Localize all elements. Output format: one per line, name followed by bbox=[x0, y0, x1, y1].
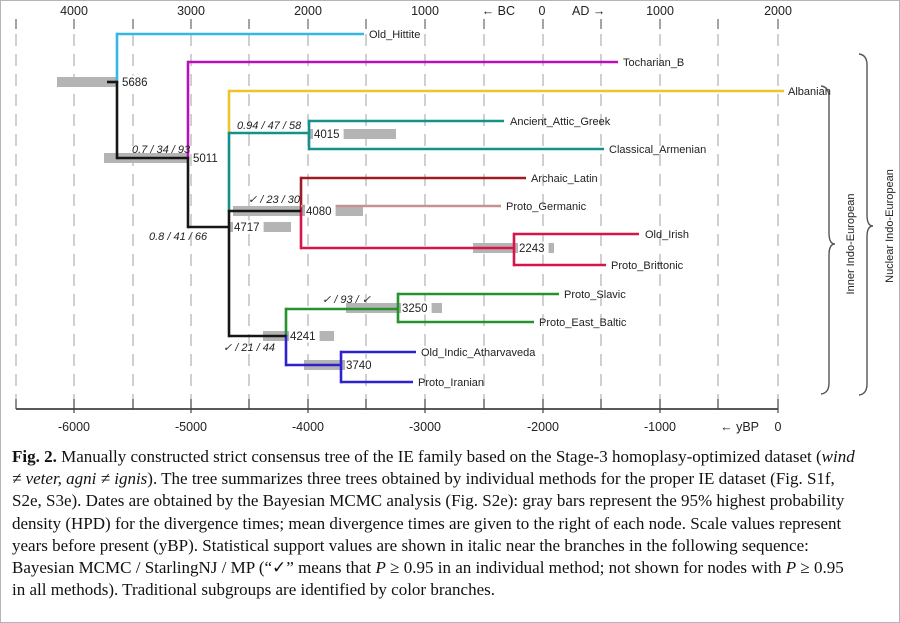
caption-segment: ). The tree summarizes three trees obtained by individual methods for the proper IE dataset (Fig. S1f, S2e, S3e). Dates are obtained by the Bayesian MCMC analysis (Fig. S2e): gray bars represent the 95% highest probability density (HPD) for the divergence times; mean divergence times are given to the right of each node. Scale values represent years before present (yBP). Statistical support values are shown in italic near the branches in the following sequence: Bayesian MCMC / StarlingNJ / MP (“✓” means that bbox=[12, 469, 845, 578]
tip-label: Proto_Brittonic bbox=[611, 260, 684, 272]
top-axis-label: 4000 bbox=[60, 4, 88, 18]
caption-segment: Manually constructed strict consensus tree of the IE family based on the Stage-3 homoplasy-optimized dataset ( bbox=[56, 447, 822, 466]
support-label: 0.94 / 47 / 58 bbox=[237, 120, 302, 132]
clade-bracket bbox=[821, 86, 835, 394]
tip-label: Old_Hittite bbox=[369, 29, 421, 41]
caption-segment: ≥ 0.95 in all methods). Traditional subgroups are identified by color branches. bbox=[12, 558, 844, 600]
node-date-label: 4717 bbox=[234, 222, 260, 234]
support-label: 0.7 / 34 / 93 bbox=[132, 144, 191, 156]
node-date-label: 2243 bbox=[519, 243, 545, 255]
support-label: ✓ / 23 / 30 bbox=[248, 194, 301, 206]
tip-label: Old_Irish bbox=[645, 229, 690, 241]
tip-label: Old_Indic_Atharvaveda bbox=[421, 347, 536, 359]
figure-caption bbox=[1, 441, 873, 601]
node-date-label: 4241 bbox=[290, 331, 316, 343]
bottom-axis-label: -1000 bbox=[644, 420, 676, 434]
top-axis-label: 2000 bbox=[294, 4, 322, 18]
caption-segment: Fig. 2. bbox=[12, 447, 57, 466]
tip-label: Classical_Armenian bbox=[609, 144, 707, 156]
tip-label: Proto_Slavic bbox=[564, 289, 626, 301]
tip-label: Proto_Germanic bbox=[506, 201, 587, 213]
tip-label: Tocharian_B bbox=[623, 57, 685, 69]
tip-label: Proto_Iranian bbox=[418, 377, 485, 389]
caption-segment: P bbox=[375, 558, 386, 578]
support-label: 0.8 / 41 / 66 bbox=[149, 231, 208, 243]
clade-bracket-label: Nuclear Indo-European bbox=[884, 169, 896, 283]
top-axis-label: 1000 bbox=[646, 4, 674, 18]
node-date-label: 5686 bbox=[122, 77, 148, 89]
bottom-axis-label: -6000 bbox=[58, 420, 90, 434]
bottom-axis-label: -4000 bbox=[292, 420, 324, 434]
top-axis-ad-label: AD → bbox=[572, 4, 606, 18]
tip-label: Proto_East_Baltic bbox=[539, 317, 627, 329]
bottom-axis-zero-label: 0 bbox=[774, 420, 782, 434]
caption-segment: P bbox=[785, 558, 797, 578]
top-axis-zero-label: 0 bbox=[538, 4, 546, 18]
tip-label: Ancient_Attic_Greek bbox=[510, 116, 611, 128]
phylogeny-chart bbox=[1, 1, 900, 441]
bottom-axis-label: -5000 bbox=[175, 420, 207, 434]
caption-segment: ≥ 0.95 in an individual method; not shown for nodes with bbox=[385, 558, 786, 578]
top-axis-label: 1000 bbox=[411, 4, 439, 18]
node-date-label: 4015 bbox=[314, 129, 340, 141]
support-label: ✓ / 21 / 44 bbox=[223, 342, 276, 354]
node-date-label: 3740 bbox=[346, 360, 372, 372]
node-date-label: 3250 bbox=[402, 303, 428, 315]
bottom-axis-ybp-label: ← yBP bbox=[720, 420, 759, 434]
top-axis-label: 3000 bbox=[177, 4, 205, 18]
bottom-axis-label: -2000 bbox=[527, 420, 559, 434]
support-label: ✓ / 93 / ✓ bbox=[322, 294, 372, 306]
top-axis-label: 2000 bbox=[764, 4, 792, 18]
node-date-label: 5011 bbox=[193, 153, 218, 165]
clade-bracket bbox=[859, 54, 873, 395]
tip-label: Archaic_Latin bbox=[531, 173, 598, 185]
clade-bracket-label: Inner Indo-European bbox=[845, 193, 857, 295]
bottom-axis-label: -3000 bbox=[409, 420, 441, 434]
node-date-label: 4080 bbox=[306, 206, 332, 218]
caption-segment: wind ≠ veter, agni ≠ ignis bbox=[12, 447, 855, 489]
top-axis-bc-label: ← BC bbox=[481, 4, 515, 18]
tip-label: Albanian bbox=[788, 86, 831, 98]
